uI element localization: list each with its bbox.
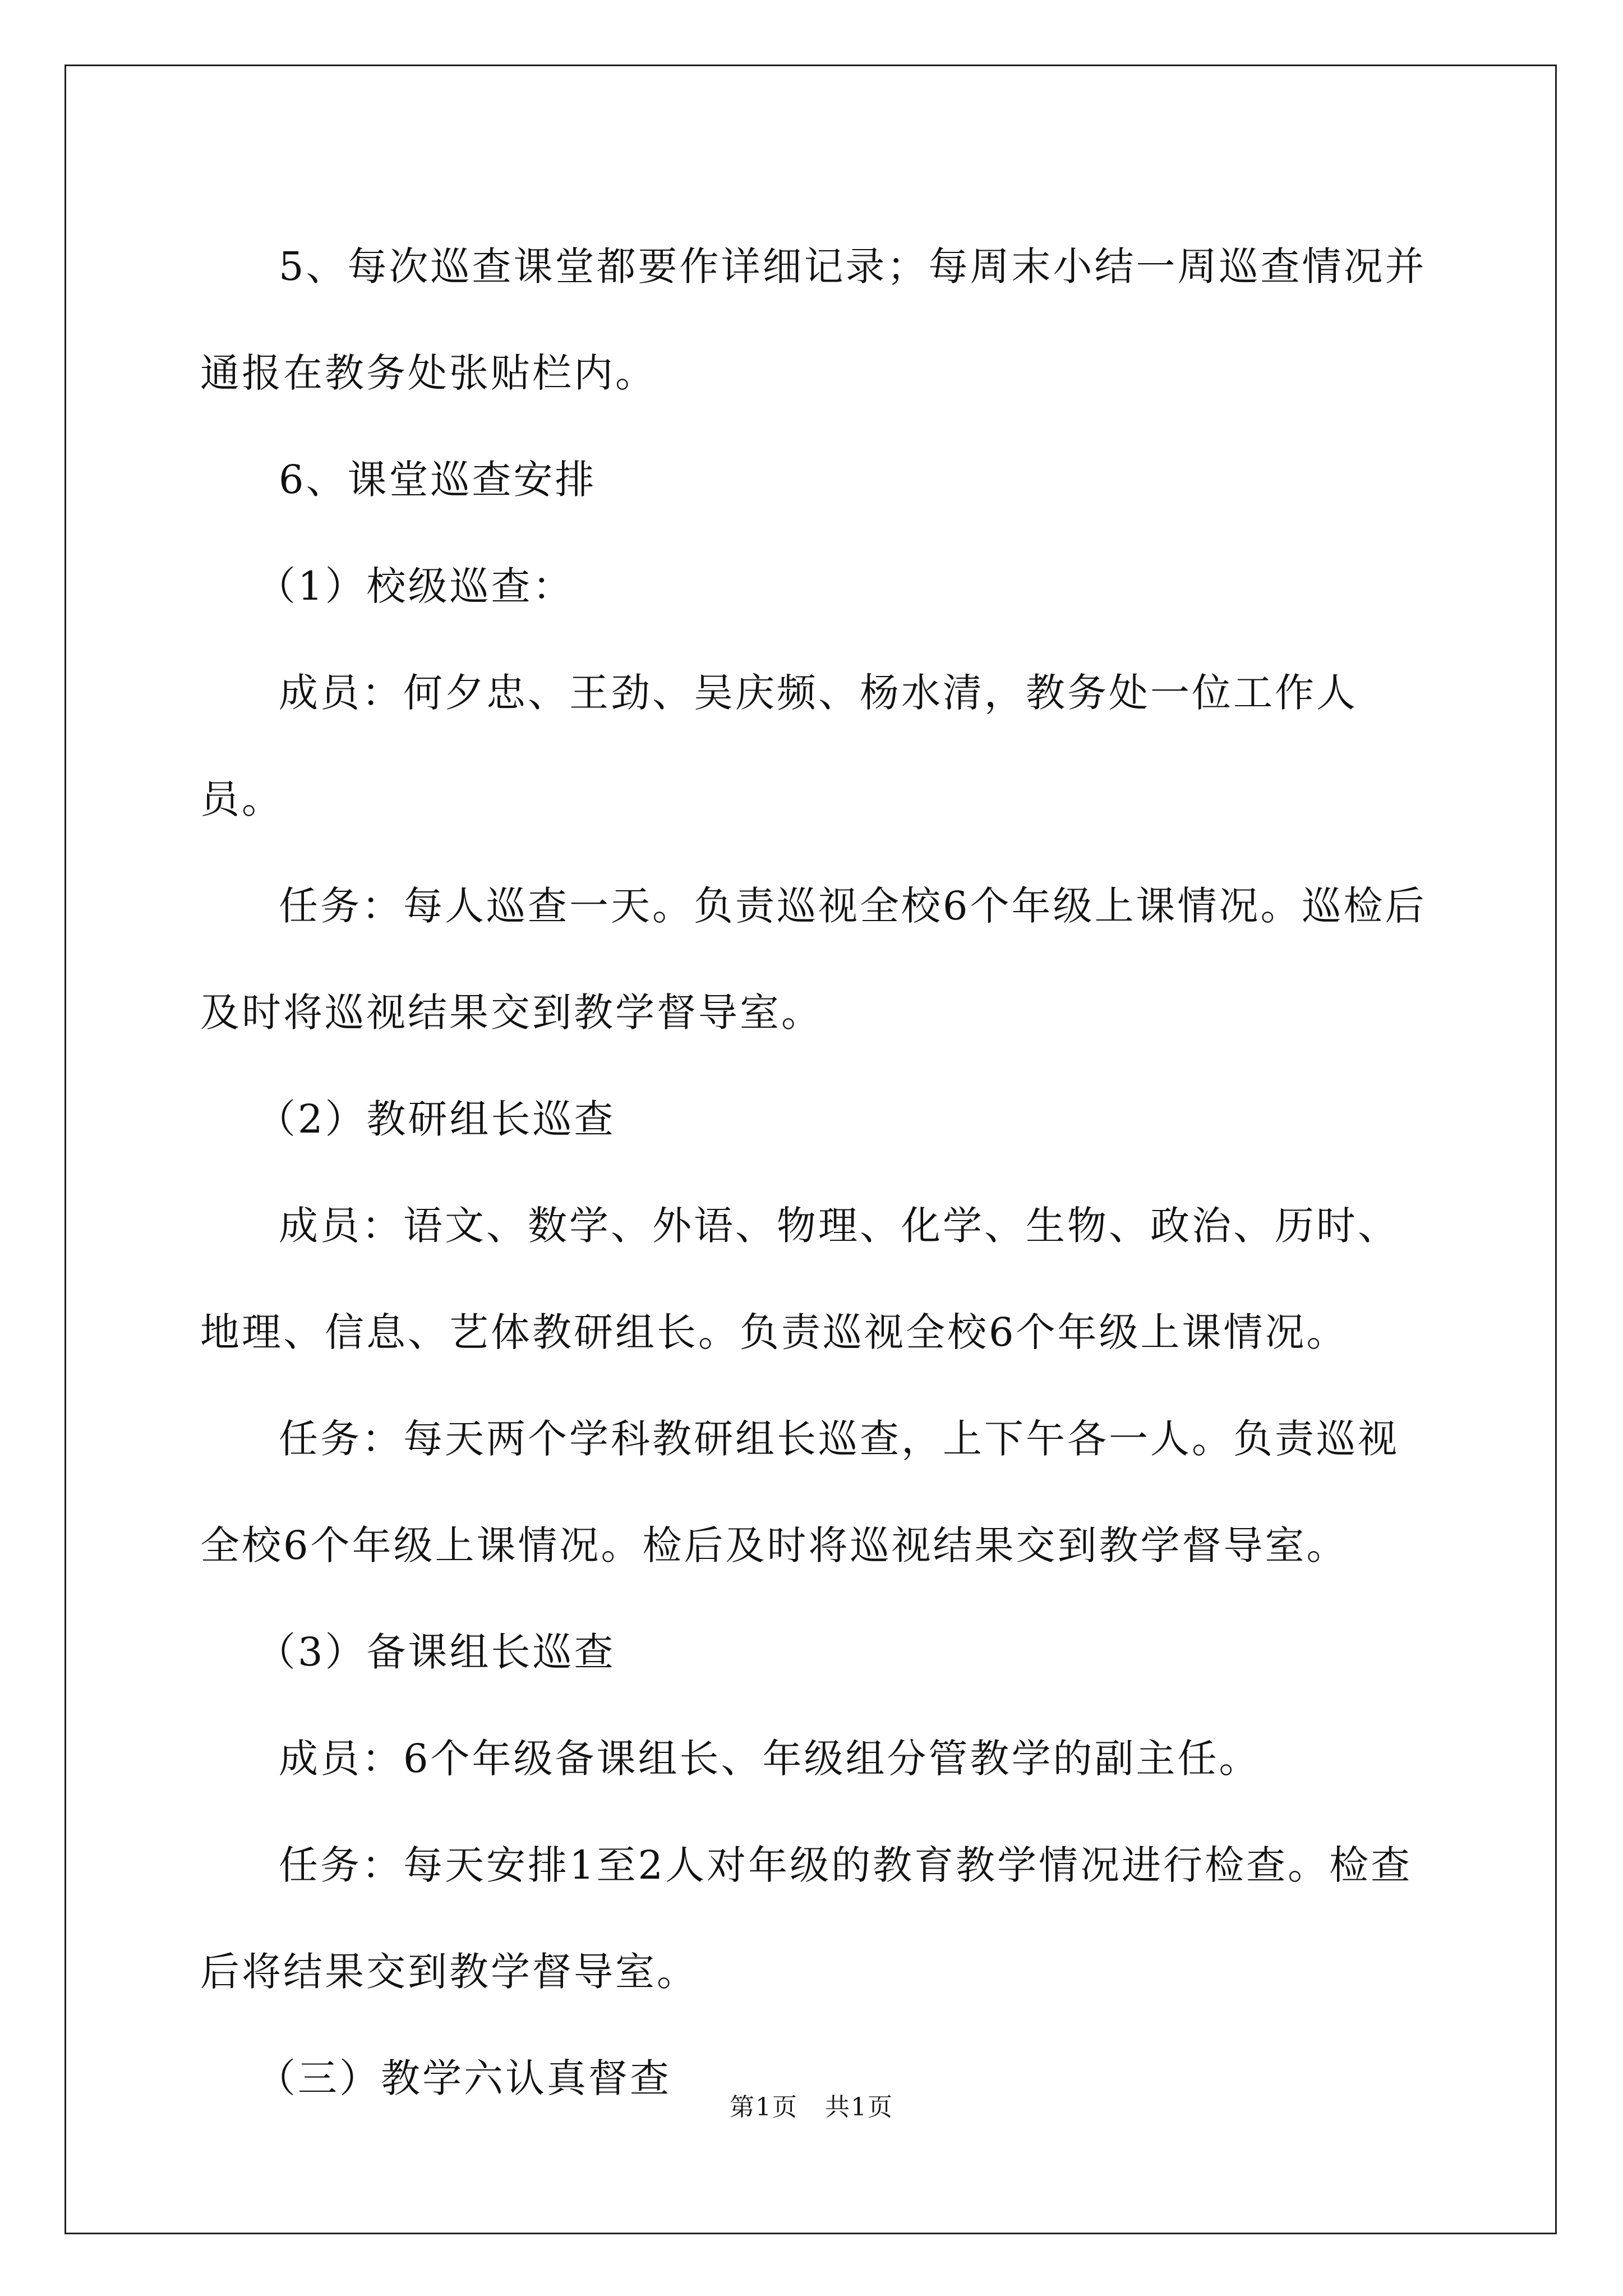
subsection-heading: （1）校级巡查：: [256, 563, 574, 609]
paragraph: 任务：每天安排1至2人对年级的教育教学情况进行检查。检查后将结果交到教学督导室。: [200, 1842, 1413, 1995]
subsection-heading: （3）备课组长巡查: [256, 1629, 616, 1675]
page-number: 第1页: [730, 2093, 798, 2122]
document-body: [200, 213, 1434, 2132]
section-heading: （三）教学六认真督查: [256, 2055, 671, 2101]
paragraph: 任务：每人巡查一天。负责巡视全校6个年级上课情况。巡检后及时将巡视结果交到教学督导室。: [200, 883, 1427, 1036]
page-footer: [0, 2087, 1623, 2123]
subsection-heading: （2）教研组长巡查: [256, 1096, 616, 1142]
paragraph: 成员：语文、数学、外语、物理、化学、生物、政治、历时、地理、信息、艺体教研组长。负责巡视全校6个年级上课情况。: [200, 1203, 1399, 1355]
section-heading: 6、课堂巡查安排: [279, 457, 597, 503]
page-total: 共1页: [825, 2093, 893, 2122]
paragraph: 成员：何夕忠、王劲、吴庆频、杨水清，教务处一位工作人员。: [200, 670, 1358, 822]
paragraph: 5、每次巡查课堂都要作详细记录；每周末小结一周巡查情况并通报在教务处张贴栏内。: [200, 243, 1427, 396]
paragraph: 任务：每天两个学科教研组长巡查，上下午各一人。负责巡视全校6个年级上课情况。检后及时将巡视结果交到教学督导室。: [200, 1416, 1399, 1568]
paragraph: 成员：6个年级备课组长、年级组分管教学的副主任。: [279, 1736, 1261, 1782]
